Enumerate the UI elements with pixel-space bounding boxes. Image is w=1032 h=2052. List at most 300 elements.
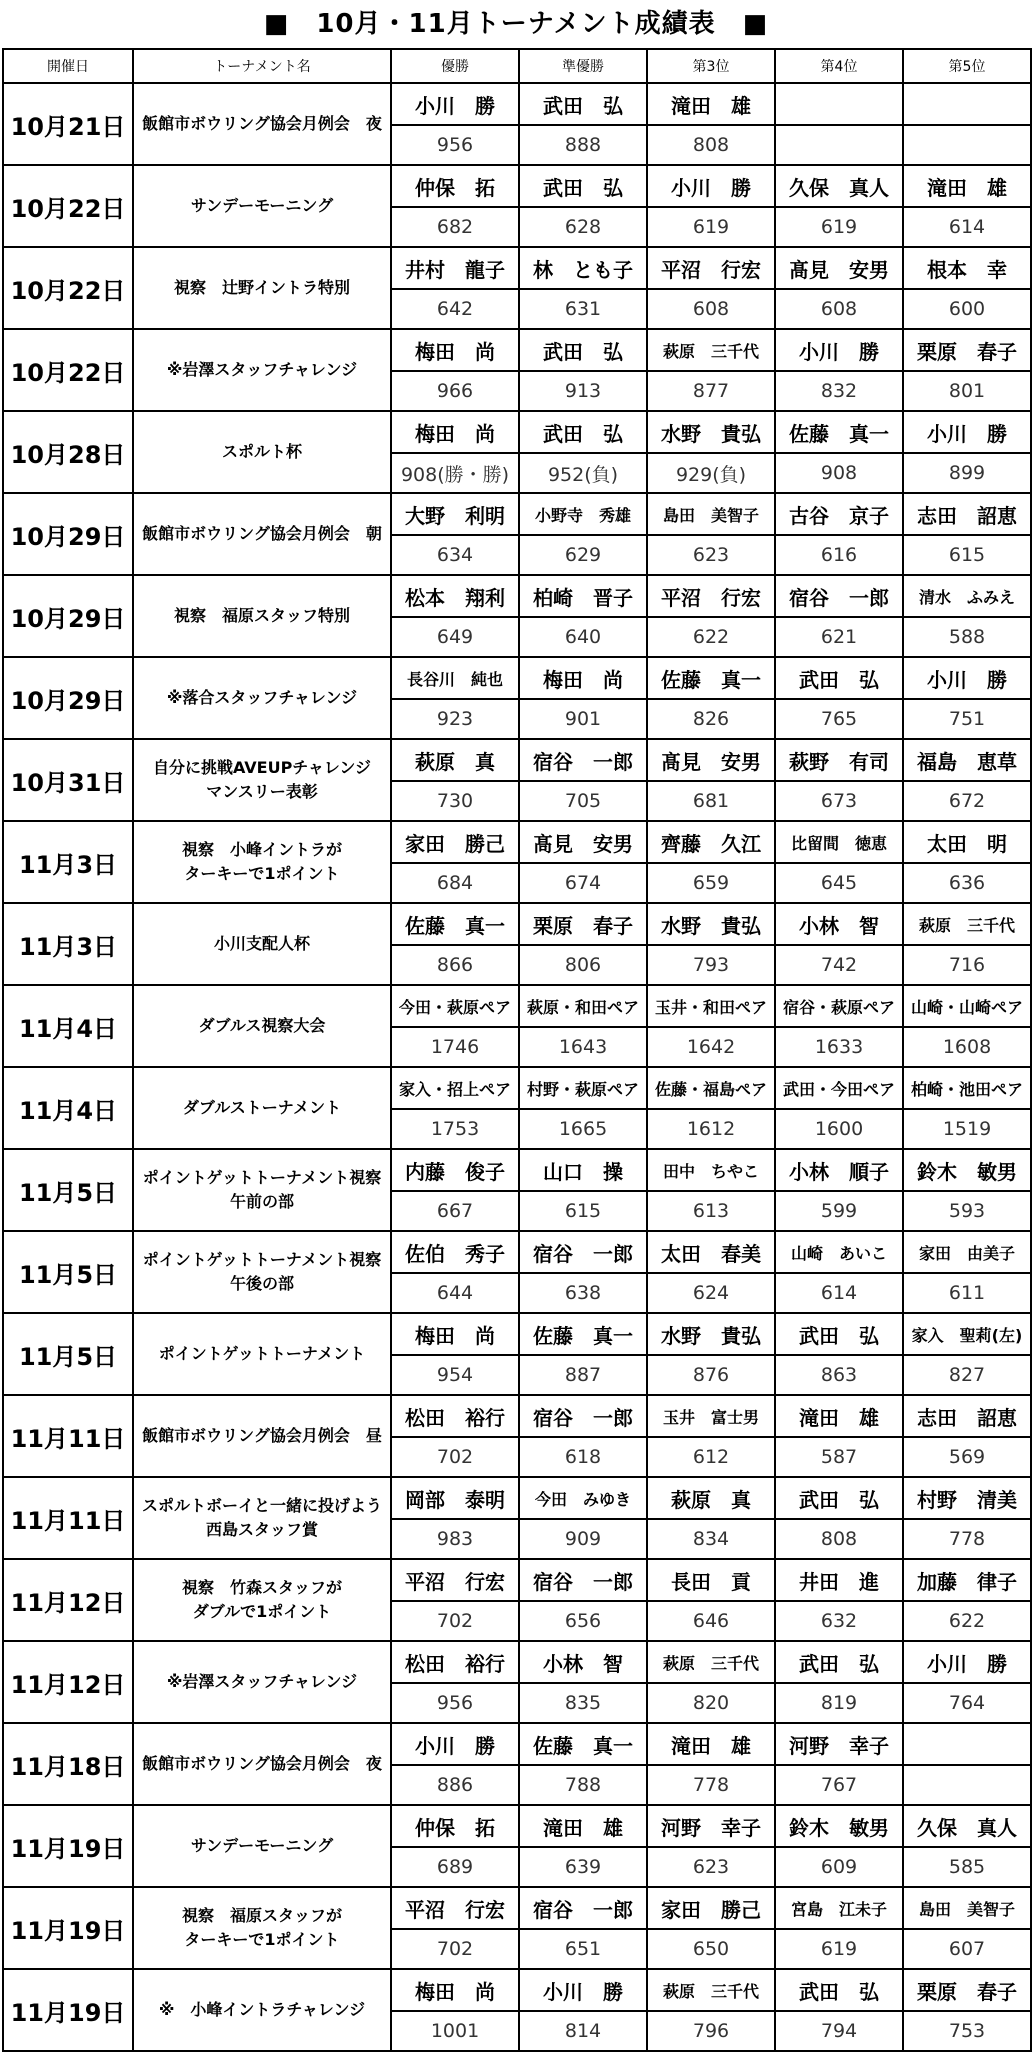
place-2-name: 宿谷 一郎 [519,1559,647,1601]
place-4-name: 比留間 徳恵 [775,821,903,863]
place-3-score: 778 [647,1765,775,1805]
table-row [3,1067,1031,1109]
event-date: 11月19日 [3,1805,133,1887]
place-4-score: 794 [775,2011,903,2051]
event-date: 11月11日 [3,1395,133,1477]
place-3-name: 太田 春美 [647,1231,775,1273]
place-3-name: 家田 勝己 [647,1887,775,1929]
place-1-score: 866 [391,945,519,985]
place-3-name: 平沼 行宏 [647,247,775,289]
place-2-name: 武田 弘 [519,165,647,207]
place-3-score: 826 [647,699,775,739]
place-3-score: 681 [647,781,775,821]
header-2nd: 準優勝 [519,49,647,83]
tournament-name: スポルト杯 [133,411,391,493]
place-5-score: 588 [903,617,1031,657]
place-3-score: 659 [647,863,775,903]
place-5-score: 593 [903,1191,1031,1231]
place-1-name: 梅田 尚 [391,329,519,371]
place-5-name: 島田 美智子 [903,1887,1031,1929]
place-3-name: 萩原 三千代 [647,1641,775,1683]
event-date: 11月5日 [3,1149,133,1231]
place-2-score: 631 [519,289,647,329]
event-date: 10月22日 [3,165,133,247]
place-2-score: 835 [519,1683,647,1723]
place-5-name: 小川 勝 [903,1641,1031,1683]
place-1-name: 今田・萩原ペア [391,985,519,1027]
place-1-name: 梅田 尚 [391,1313,519,1355]
place-3-name: 萩原 真 [647,1477,775,1519]
place-5-score: 636 [903,863,1031,903]
place-5-score: 716 [903,945,1031,985]
place-5-name [903,1723,1031,1765]
place-1-name: 家入・招上ペア [391,1067,519,1109]
place-4-score: 608 [775,289,903,329]
place-3-name: 萩原 三千代 [647,1969,775,2011]
place-1-score: 954 [391,1355,519,1395]
place-1-name: 梅田 尚 [391,411,519,453]
place-5-name: 加藤 律子 [903,1559,1031,1601]
place-4-score: 819 [775,1683,903,1723]
place-4-name: 萩野 有司 [775,739,903,781]
place-4-score [775,125,903,165]
tournament-name: 視察 福原スタッフ特別 [133,575,391,657]
place-4-score: 673 [775,781,903,821]
header-row [3,49,1031,83]
place-5-name: 志田 詔恵 [903,1395,1031,1437]
tournament-name: 飯館市ボウリング協会月例会 夜 [133,83,391,165]
place-4-name: 武田 弘 [775,1477,903,1519]
place-1-name: 長谷川 純也 [391,657,519,699]
place-2-score: 909 [519,1519,647,1559]
tournament-name: 飯館市ボウリング協会月例会 昼 [133,1395,391,1477]
place-2-score: 913 [519,371,647,411]
place-2-name: 滝田 雄 [519,1805,647,1847]
place-3-score: 808 [647,125,775,165]
place-2-score: 674 [519,863,647,903]
place-4-score: 599 [775,1191,903,1231]
place-4-name: 鈴木 敏男 [775,1805,903,1847]
event-date: 11月12日 [3,1641,133,1723]
table-row [3,165,1031,207]
place-5-score: 1608 [903,1027,1031,1067]
place-3-name: 小川 勝 [647,165,775,207]
place-4-score: 616 [775,535,903,575]
table-row [3,575,1031,617]
table-row [3,493,1031,535]
tournament-name: ポイントゲットトーナメント [133,1313,391,1395]
place-5-name: 久保 真人 [903,1805,1031,1847]
place-5-name: 家入 聖莉(左) [903,1313,1031,1355]
table-row [3,83,1031,125]
table-row [3,1395,1031,1437]
place-1-name: 井村 龍子 [391,247,519,289]
place-5-score: 753 [903,2011,1031,2051]
place-2-name: 武田 弘 [519,329,647,371]
place-5-score: 764 [903,1683,1031,1723]
place-3-score: 877 [647,371,775,411]
place-2-name: 武田 弘 [519,83,647,125]
place-1-name: 松田 裕行 [391,1641,519,1683]
place-4-name: 武田 弘 [775,657,903,699]
place-3-name: 田中 ちやこ [647,1149,775,1191]
place-2-score: 618 [519,1437,647,1477]
place-5-name: 滝田 雄 [903,165,1031,207]
place-3-name: 萩原 三千代 [647,329,775,371]
place-5-score: 672 [903,781,1031,821]
place-4-name: 宮島 江未子 [775,1887,903,1929]
event-date: 10月28日 [3,411,133,493]
place-2-score: 638 [519,1273,647,1313]
table-row [3,1559,1031,1601]
place-3-score: 876 [647,1355,775,1395]
tournament-name: サンデーモーニング [133,1805,391,1887]
tournament-name: 視察 竹森スタッフが ダブルで1ポイント [133,1559,391,1641]
place-1-score: 702 [391,1437,519,1477]
place-3-score: 796 [647,2011,775,2051]
table-row [3,821,1031,863]
tournament-name: スポルトボーイと一緒に投げよう 西島スタッフ賞 [133,1477,391,1559]
place-1-name: 小川 勝 [391,83,519,125]
place-4-score: 1600 [775,1109,903,1149]
place-4-name: 久保 真人 [775,165,903,207]
place-1-name: 平沼 行宏 [391,1559,519,1601]
place-3-score: 623 [647,1847,775,1887]
event-date: 11月3日 [3,821,133,903]
place-2-name: 小川 勝 [519,1969,647,2011]
place-5-name: 根本 幸 [903,247,1031,289]
place-5-name: 小川 勝 [903,657,1031,699]
place-2-name: 宿谷 一郎 [519,1887,647,1929]
place-4-name: 髙見 安男 [775,247,903,289]
place-4-name: 小林 順子 [775,1149,903,1191]
place-5-name: 小川 勝 [903,411,1031,453]
event-date: 10月29日 [3,657,133,739]
place-3-name: 佐藤 真一 [647,657,775,699]
place-3-name: 齊藤 久江 [647,821,775,863]
tournament-name: 自分に挑戦AVEUPチャレンジ マンスリー表彰 [133,739,391,821]
place-1-name: 梅田 尚 [391,1969,519,2011]
place-3-score: 623 [647,535,775,575]
place-2-score: 629 [519,535,647,575]
place-2-score: 1665 [519,1109,647,1149]
place-1-score: 1746 [391,1027,519,1067]
event-date: 11月4日 [3,985,133,1067]
place-2-name: 小林 智 [519,1641,647,1683]
place-2-name: 武田 弘 [519,411,647,453]
place-1-score: 667 [391,1191,519,1231]
place-2-name: 林 とも子 [519,247,647,289]
header-5th: 第5位 [903,49,1031,83]
place-5-score [903,125,1031,165]
place-1-name: 岡部 泰明 [391,1477,519,1519]
place-3-score: 650 [647,1929,775,1969]
place-4-score: 621 [775,617,903,657]
tournament-name: ※岩澤スタッフチャレンジ [133,329,391,411]
tournament-name: ダブルス視察大会 [133,985,391,1067]
place-5-score: 751 [903,699,1031,739]
tournament-name: ポイントゲットトーナメント視察 午前の部 [133,1149,391,1231]
place-4-score: 832 [775,371,903,411]
header-1st: 優勝 [391,49,519,83]
place-3-name: 滝田 雄 [647,83,775,125]
place-3-name: 玉井 富士男 [647,1395,775,1437]
place-1-score: 956 [391,125,519,165]
place-5-score: 569 [903,1437,1031,1477]
event-date: 11月19日 [3,1887,133,1969]
place-1-name: 佐伯 秀子 [391,1231,519,1273]
place-4-score: 863 [775,1355,903,1395]
place-5-name: 柏崎・池田ペア [903,1067,1031,1109]
place-3-name: 水野 貴弘 [647,903,775,945]
place-2-name: 宿谷 一郎 [519,1231,647,1273]
place-2-score: 656 [519,1601,647,1641]
place-1-name: 萩原 真 [391,739,519,781]
event-date: 11月4日 [3,1067,133,1149]
place-2-score: 640 [519,617,647,657]
place-1-name: 松田 裕行 [391,1395,519,1437]
place-1-score: 730 [391,781,519,821]
place-4-name: 小川 勝 [775,329,903,371]
place-3-name: 水野 貴弘 [647,411,775,453]
place-3-name: 佐藤・福島ペア [647,1067,775,1109]
place-1-score: 634 [391,535,519,575]
place-1-name: 内藤 俊子 [391,1149,519,1191]
place-5-name: 家田 由美子 [903,1231,1031,1273]
tournament-name: ポイントゲットトーナメント視察 午後の部 [133,1231,391,1313]
place-1-score: 983 [391,1519,519,1559]
tournament-name: 飯館市ボウリング協会月例会 夜 [133,1723,391,1805]
place-4-score: 645 [775,863,903,903]
place-2-name: 宿谷 一郎 [519,739,647,781]
place-2-name: 今田 みゆき [519,1477,647,1519]
tournament-name: 視察 福原スタッフが ターキーで1ポイント [133,1887,391,1969]
place-2-name: 栗原 春子 [519,903,647,945]
place-5-name: 鈴木 敏男 [903,1149,1031,1191]
place-3-name: 滝田 雄 [647,1723,775,1765]
event-date: 11月19日 [3,1969,133,2051]
table-row [3,1641,1031,1683]
tournament-name: ※落合スタッフチャレンジ [133,657,391,739]
place-2-score: 888 [519,125,647,165]
tournament-name: 飯館市ボウリング協会月例会 朝 [133,493,391,575]
place-3-score: 820 [647,1683,775,1723]
place-4-name: 武田・今田ペア [775,1067,903,1109]
place-4-name: 宿谷・萩原ペア [775,985,903,1027]
place-3-score: 619 [647,207,775,247]
place-5-score [903,1765,1031,1805]
place-5-name: 村野 清美 [903,1477,1031,1519]
place-5-name: 福島 恵草 [903,739,1031,781]
place-4-score: 742 [775,945,903,985]
place-1-name: 松本 翔利 [391,575,519,617]
place-1-name: 小川 勝 [391,1723,519,1765]
place-1-score: 689 [391,1847,519,1887]
place-5-score: 585 [903,1847,1031,1887]
place-2-score: 639 [519,1847,647,1887]
table-row [3,1969,1031,2011]
place-3-score: 613 [647,1191,775,1231]
place-5-name: 清水 ふみえ [903,575,1031,617]
place-5-score: 827 [903,1355,1031,1395]
event-date: 10月29日 [3,493,133,575]
table-row [3,247,1031,289]
event-date: 10月29日 [3,575,133,657]
event-date: 11月5日 [3,1231,133,1313]
place-1-score: 886 [391,1765,519,1805]
event-date: 10月22日 [3,247,133,329]
place-2-name: 柏崎 晋子 [519,575,647,617]
place-5-name: 栗原 春子 [903,329,1031,371]
place-1-score: 966 [391,371,519,411]
place-4-name: 小林 智 [775,903,903,945]
table-row [3,985,1031,1027]
table-row [3,739,1031,781]
place-1-score: 682 [391,207,519,247]
place-1-score: 1753 [391,1109,519,1149]
place-3-score: 646 [647,1601,775,1641]
place-5-score: 1519 [903,1109,1031,1149]
place-1-name: 仲保 拓 [391,165,519,207]
place-2-score: 615 [519,1191,647,1231]
place-4-score: 808 [775,1519,903,1559]
place-4-score: 632 [775,1601,903,1641]
place-3-score: 612 [647,1437,775,1477]
place-4-name: 武田 弘 [775,1641,903,1683]
place-2-name: 宿谷 一郎 [519,1395,647,1437]
place-2-name: 山口 操 [519,1149,647,1191]
tournament-name: サンデーモーニング [133,165,391,247]
place-5-score: 801 [903,371,1031,411]
results-table [2,48,1032,2052]
place-3-score: 834 [647,1519,775,1559]
place-1-score: 908(勝・勝) [391,453,519,493]
place-4-name: 河野 幸子 [775,1723,903,1765]
event-date: 11月18日 [3,1723,133,1805]
tournament-name: 小川支配人杯 [133,903,391,985]
place-4-score: 767 [775,1765,903,1805]
table-row [3,1805,1031,1847]
tournament-name: ※岩澤スタッフチャレンジ [133,1641,391,1723]
place-4-score: 619 [775,1929,903,1969]
place-3-name: 長田 貢 [647,1559,775,1601]
place-2-score: 806 [519,945,647,985]
place-3-name: 水野 貴弘 [647,1313,775,1355]
tournament-name: 視察 小峰イントラが ターキーで1ポイント [133,821,391,903]
place-4-score: 614 [775,1273,903,1313]
place-4-name: 滝田 雄 [775,1395,903,1437]
place-5-score: 899 [903,453,1031,493]
place-2-score: 705 [519,781,647,821]
place-5-score: 600 [903,289,1031,329]
place-2-score: 952(負) [519,453,647,493]
place-5-score: 615 [903,535,1031,575]
place-4-name: 井田 進 [775,1559,903,1601]
table-row [3,1887,1031,1929]
place-4-score: 908 [775,453,903,493]
place-4-name [775,83,903,125]
table-row [3,903,1031,945]
place-3-name: 河野 幸子 [647,1805,775,1847]
header-3rd: 第3位 [647,49,775,83]
place-5-score: 607 [903,1929,1031,1969]
place-2-score: 1643 [519,1027,647,1067]
place-1-score: 923 [391,699,519,739]
place-1-name: 佐藤 真一 [391,903,519,945]
place-5-name: 栗原 春子 [903,1969,1031,2011]
place-2-name: 村野・萩原ペア [519,1067,647,1109]
place-2-name: 佐藤 真一 [519,1313,647,1355]
place-5-score: 778 [903,1519,1031,1559]
place-3-name: 玉井・和田ペア [647,985,775,1027]
place-1-name: 平沼 行宏 [391,1887,519,1929]
place-2-score: 651 [519,1929,647,1969]
place-1-score: 684 [391,863,519,903]
table-row [3,1723,1031,1765]
event-date: 11月11日 [3,1477,133,1559]
place-1-score: 644 [391,1273,519,1313]
place-5-score: 622 [903,1601,1031,1641]
place-5-name: 山崎・山崎ペア [903,985,1031,1027]
place-4-score: 587 [775,1437,903,1477]
place-4-score: 619 [775,207,903,247]
place-4-name: 佐藤 真一 [775,411,903,453]
event-date: 10月22日 [3,329,133,411]
place-1-score: 702 [391,1601,519,1641]
place-4-name: 山崎 あいこ [775,1231,903,1273]
place-5-name: 志田 詔恵 [903,493,1031,535]
tournament-name: ダブルストーナメント [133,1067,391,1149]
place-4-name: 武田 弘 [775,1313,903,1355]
place-3-score: 793 [647,945,775,985]
table-row [3,1231,1031,1273]
place-1-name: 家田 勝己 [391,821,519,863]
place-5-name [903,83,1031,125]
place-2-name: 萩原・和田ペア [519,985,647,1027]
place-3-score: 1612 [647,1109,775,1149]
table-row [3,329,1031,371]
place-1-score: 1001 [391,2011,519,2051]
place-5-score: 614 [903,207,1031,247]
table-row [3,1477,1031,1519]
tournament-name: 視察 辻野イントラ特別 [133,247,391,329]
place-2-score: 814 [519,2011,647,2051]
place-3-score: 608 [647,289,775,329]
place-4-score: 609 [775,1847,903,1887]
place-2-name: 佐藤 真一 [519,1723,647,1765]
event-date: 11月12日 [3,1559,133,1641]
place-2-score: 887 [519,1355,647,1395]
place-1-score: 956 [391,1683,519,1723]
place-3-name: 島田 美智子 [647,493,775,535]
table-row [3,657,1031,699]
place-5-score: 611 [903,1273,1031,1313]
event-date: 10月31日 [3,739,133,821]
place-1-score: 649 [391,617,519,657]
place-1-score: 642 [391,289,519,329]
place-1-score: 702 [391,1929,519,1969]
place-5-name: 太田 明 [903,821,1031,863]
event-date: 11月3日 [3,903,133,985]
place-4-name: 武田 弘 [775,1969,903,2011]
place-5-name: 萩原 三千代 [903,903,1031,945]
table-row [3,1313,1031,1355]
header-4th: 第4位 [775,49,903,83]
event-date: 10月21日 [3,83,133,165]
header-tournament: トーナメント名 [133,49,391,83]
place-3-name: 髙見 安男 [647,739,775,781]
place-2-name: 小野寺 秀雄 [519,493,647,535]
